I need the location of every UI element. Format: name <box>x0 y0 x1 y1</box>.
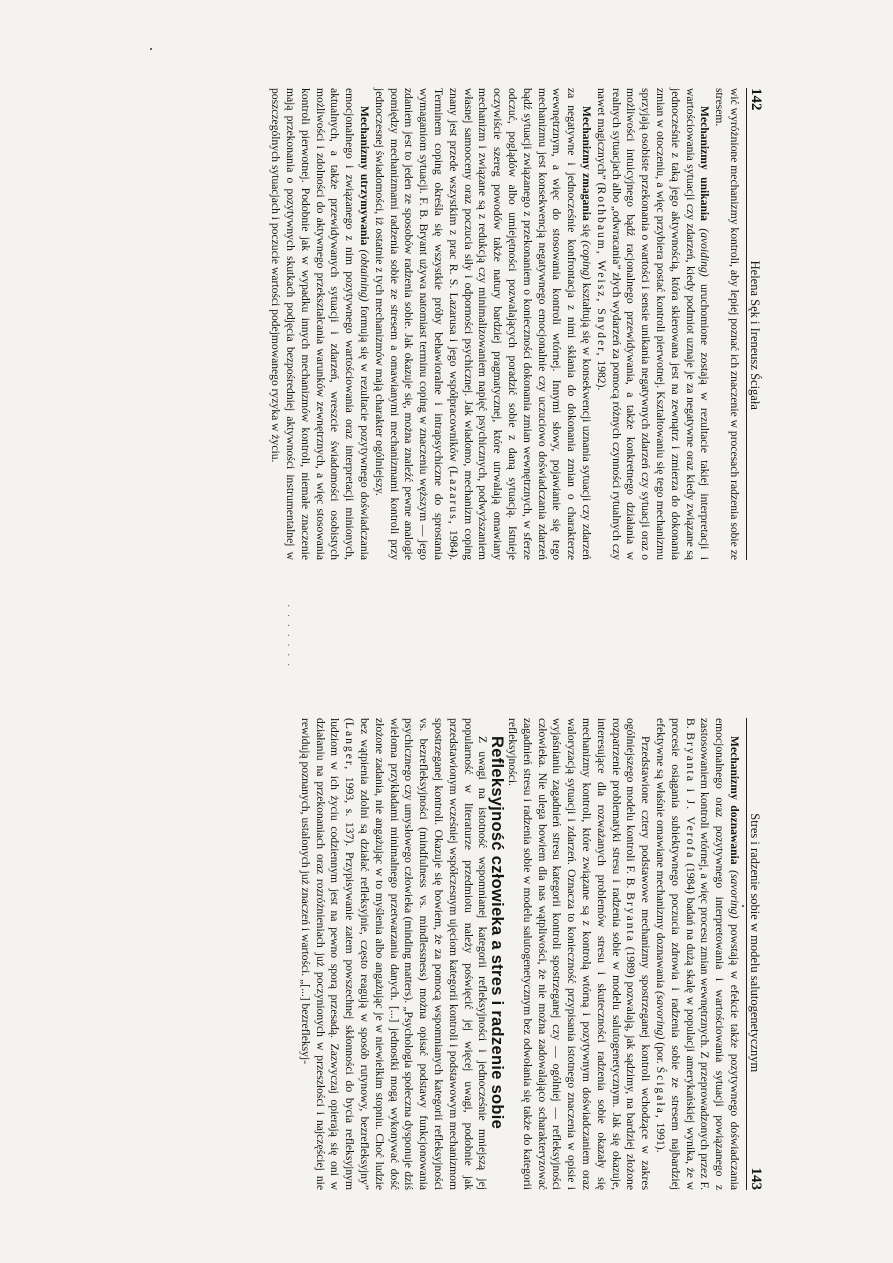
term: Mechanizmy doznawania <box>728 736 741 865</box>
running-head-left <box>746 88 769 560</box>
gutter-mark: · · · · · · · <box>282 604 293 669</box>
citation: Bryanta i J. Verofa <box>683 732 697 860</box>
page-143 <box>0 640 893 1250</box>
scan-speck <box>742 905 744 907</box>
citation: Bryanta <box>624 892 638 943</box>
paragraph: wić wyróżnione mechanizmy kontroli, aby lepiej poznać ich znaczenie w procesach radzenia sobie ze stresem. <box>713 88 741 560</box>
scan-speck <box>150 48 152 50</box>
page-142 <box>0 10 893 620</box>
citation: Langer, <box>343 721 357 772</box>
right-body <box>297 718 741 1190</box>
running-title-left: Helena Sęk i Ireneusz Ścigała <box>748 260 762 410</box>
running-head-right <box>746 718 769 1190</box>
term: Mechanizmy unikania <box>698 106 712 221</box>
term: Mechanizmy zmagania <box>580 106 594 221</box>
page-number-left: 142 <box>748 88 764 111</box>
citation: Rothbaum, Weisz, Snyder, <box>594 186 608 358</box>
paragraph-savoring: Mechanizmy doznawania (savoring) powstają w efekcie także pozytywnego doświadczania emocjonalnego oraz pozytywnego interpretowania i wartościowania sytuacji powiązanego z zastosowaniem kontroli wtórnej, a więc procesu zmian wewnętrznych. Z przeprowadzonych przez F. B. Bryanta i J. Verofa (1984) badań na dużą skalę w populacji amerykańskiej wynika, że w procesie osiągania subiektywnego poczucia zdrowia i radzenia sobie ze stresem najbardziej efektywne są właśnie omawiane mechanizmy doznawania (savoring) (por. Ścigała, 1991). <box>654 718 741 1191</box>
paragraph: Przedstawione cztery podstawowe mechanizmy spostrzeganej kontroli wchodzące w zakres ogólniejszego modelu kontroli F. B. Bryanta (1989) pozwalają, jak sądzimy, na bardziej złożone rozpatrzenie problematyki stresu i radzenia sobie w modelu salutogenetycznym. Jak się okazuje, interesujące dla rozważanych problemów stresu i skuteczności radzenia sobie okazały się mechanizmy kontroli, które związane są z kontrolą wtórną i pozytywnym doświadczaniem oraz waloryzacją sytuacji i zdarzeń. Oznacza to konieczność przypisania istotnego znaczenia w opisie i wyjaśnianiu zagadnień stresu kategorii kontroli spostrzeganej czy — ogólniej — refleksyjności człowieka. Nie ulega bowiem dla nas wątpliwości, że nie można zadowalająco scharakteryzować zagadnień stresu i radzenia sobie w modelu salutogenetycznym bez odwołania się także do kategorii refleksyjności. <box>506 718 653 1190</box>
paragraph-coping: Mechanizmy zmagania się (coping) kształtują się w konsekwencji uznania sytuacji czy zdarzeń za negatywne i jednocześnie konfrontacja z nimi skłania do dokonania zmian o charakterze wewnętrznym, a więc do stosowania kontroli wtórnej. Innymi słowy, pojawianie się tego mechanizmu jest konsekwencją negatywnego emocjonalnie czy uczuciowo doświadczania zdarzeń bądź sytuacji związanego z przekonaniem o konieczności dokonania zmian wewnętrznych, w sferze odczuć, poglądów albo umiejętności pozwalających poradzić sobie z daną sytuacją. Istnieje oczywiście szereg powodów także natury bardziej pragmatycznej, które utrwalają omawiany mechanizm i związane są z redukcją czy minimalizowaniem napięć psychicznych, podwyższaniem własnej samooceny oraz poczucia siły i odporności psychicznej. Jak wiadomo, mechanizm coping znany jest przede wszystkim z prac R. S. Lazarusa i jego współpracowników (Lazarus, 1984). Terminem coping określa się wszystkie próby behawioralne i intrapsychiczne do sprostania wymaganiom sytuacji. F. B. Bryant używa natomiast terminu coping w znaczeniu węższym — jego zdaniem jest to jeden ze sposobów radzenia sobie. Jak okazuje się, można znaleźć pewne analogie pomiędzy mechanizmami radzenia sobie ze stresem a omawianymi mechanizmami kontroli przy jednoczesnej świadomości, iż ostatnie z tych mechanizmów mają charakter ogólniejszy. <box>372 88 594 560</box>
paragraph-avoiding: Mechanizmy unikania (avoiding) uruchomione zostają w rezultacie takiej interpretacji i wartościowania sytuacji czy zdarzeń, kiedy podmiot uznaje je za negatywne oraz kiedy związane są jednocześnie z taką jego aktywnością, która skierowana jest na zewnątrz i zmierza do dokonania zmian w otoczeniu, a więc przybiera postać kontroli pierwotnej. Kształtowaniu się tego mechanizmu sprzyjają osobiste przekonania o wartości i sensie unikania negatywnych zdarzeń czy sytuacji oraz o możliwości intuicyjnego bądź racjonalnego przewidywania, a także konkretnego działania w realnych sytuacjach albo „odwracania” złych wydarzeń za pomocą różnych czynności rytualnych czy nawet magicznych” (Rothbaum, Weisz, Snyder, 1982). <box>594 88 712 560</box>
term: Mechanizmy utrzymywania <box>358 106 372 246</box>
running-title-right: Stres i radzenie sobie w modelu salutogenetycznym <box>748 813 762 1073</box>
paragraph-obtaining: Mechanizmy utrzymywania (obtaining) formują się w rezultacie pozytywnego doświadczania emocjonalnego i związanego z nim pozytywnego wartościowania oraz interpretacji minionych, aktualnych, a także przewidywanych sytuacji i zdarzeń, wreszcie świadomości osobistych możliwości i zdolności do aktywnego przekształcania warunków zewnętrznych, a więc stosowania kontroli pierwotnej. Podobnie jak w wypadku innych mechanizmów kontroli, niemałe znaczenie mają przekonania o pozytywnych skutkach podjęcia bezpośredniej aktywności instrumentalnej w poszczególnych sytuacjach i poczucie wartości podejmowanego ryzyka w życiu. <box>269 88 372 560</box>
section-heading: Refleksyjność człowieka a stres i radzenie sobie <box>488 736 507 1130</box>
citation: Ścigała, <box>654 1066 668 1120</box>
citation: Lazarus, <box>446 470 460 526</box>
page-number-right: 143 <box>748 1167 764 1190</box>
paragraph-reflexivity: Z uwagi na istotność wspomnianej kategorii refleksyjności i jednocześnie mniejszą jej popularność w literaturze przedmiotu należy poświęcić jej więcej uwagi, podobnie jak przedstawionym wcześniej współczesnym ujęciom kategorii kontroli i podstawowym mechanizmom spostrzeganej kontroli. Okazuje się bowiem, że za pomocą wspomnianych kategorii refleksyjności vs. bezrefleksyjności (mindfulness vs. mindlessness) można opisać podstawy funkcjonowania psychicznego czy umysłowego człowieka (minding matters). „Psychologia społeczna dysponuje dziś wieloma przykładami minimalnego przetwarzania danych. [...] jednostki mogą wykonywać dość złożone zadania, nie angażując w to myślenia albo angażując je w niewielkim stopniu. Choć ludzie bez wątpienia zdolni są działać refleksyjnie, często reagują w sposób rutynowy, bezrefleksyjny” (Langer, 1993, s. 137). Przypisywanie zatem powszechnej skłonności do bycia refleksyjnym ludziom w ich życiu codziennym jest na pewno sporą przesadą. Zazwyczaj opierają się oni w działaniu na przekonaniach oraz rozróżnieniach już poczynionych w przeszłości i najczęściej nie rewidują poznanych, ustalonych już znaczeń i wartości. „[...] bezrefleksyj- <box>298 718 490 1190</box>
left-body <box>268 88 742 560</box>
